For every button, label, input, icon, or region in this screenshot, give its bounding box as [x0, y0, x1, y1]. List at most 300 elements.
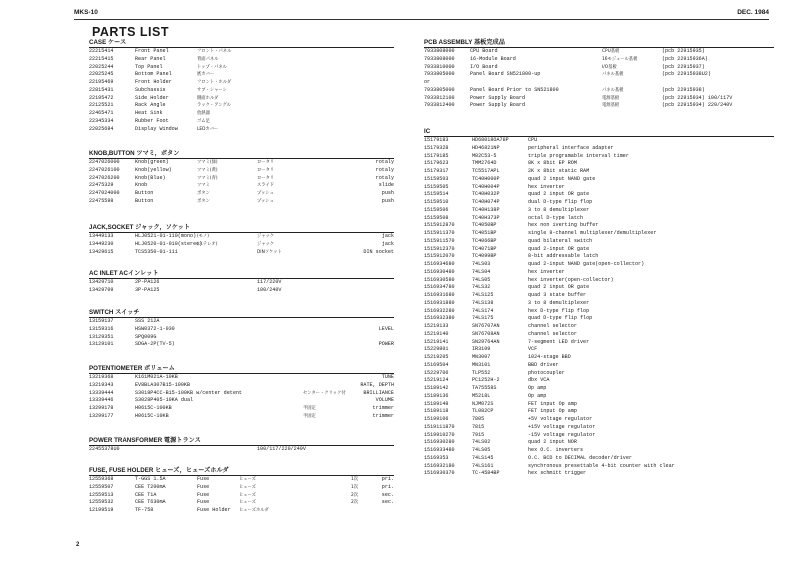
ic-row	[424, 222, 774, 230]
ic-desc: dbx VCA	[528, 377, 550, 384]
knob-no: 2247026200	[89, 174, 120, 181]
ic-desc: quad 2 input OR gate	[528, 191, 590, 198]
pcb-desc: (pcb 22915938U2)	[662, 71, 711, 78]
fuse-no: 12559368	[89, 476, 114, 482]
fuse-name: T-GGS 1.5A	[135, 476, 166, 482]
ic-no: 15199106	[424, 416, 449, 422]
knob-no: 22475329	[89, 182, 114, 189]
jack-jp: (モノ)	[197, 234, 209, 239]
case-row	[89, 48, 394, 56]
ic-no: 1516930370	[424, 470, 455, 477]
fuse-no: 12559507	[89, 483, 114, 490]
pcb-row	[424, 48, 774, 56]
case-jp: ラック・アングル	[197, 103, 231, 109]
switch-name: HSW0372-1-030	[135, 325, 175, 332]
section-title: FUSE, FUSE HOLDER ヒューズ，ヒューズホルダ	[89, 467, 394, 476]
ic-name: 74LS02	[472, 439, 491, 446]
ic-name: 7915	[472, 431, 485, 438]
ic-name: TL082CP	[472, 408, 494, 415]
ic-name: TC-4584BP	[472, 470, 500, 477]
ic-desc: 3 to 8 demultiplexer	[528, 206, 590, 213]
ic-row	[424, 346, 774, 354]
case-name: Subchassis	[135, 86, 166, 93]
switch-desc: POWER	[378, 341, 394, 348]
ic-desc: hex O.C. inverters	[528, 447, 584, 453]
ic-row	[424, 184, 774, 192]
pcb-name: Panel Board Prior to SN521800	[470, 86, 559, 93]
ic-no: 1519910270	[424, 431, 455, 438]
ic-row	[424, 401, 774, 409]
case-no: 22465471	[89, 110, 114, 116]
ic-name: IR3109	[472, 346, 491, 353]
ic-name: TC40H074P	[472, 199, 500, 205]
fuse-name: CEE T630mA	[135, 499, 166, 506]
jack-row	[89, 233, 394, 241]
section-title: SWITCH スイッチ	[89, 309, 394, 318]
ic-row	[424, 323, 774, 331]
pcb-no: 7933812400	[424, 102, 455, 109]
pcb-row	[424, 102, 774, 110]
pot-no: 13339446	[89, 397, 114, 404]
ic-row	[424, 261, 774, 269]
knob-jp: ツマミ(緑)	[197, 160, 218, 165]
ic-row	[424, 137, 774, 145]
switch-name: SSS 212A	[135, 318, 160, 324]
ic-row	[424, 455, 774, 463]
knob-desc: push	[381, 197, 394, 204]
ic-no: 15159506	[424, 206, 449, 213]
switch-row	[89, 334, 394, 342]
ic-desc: Op amp	[528, 392, 547, 399]
ic-no: 15219205	[424, 354, 449, 360]
knob-row	[89, 190, 394, 198]
case-no: 22125521	[89, 102, 114, 109]
fuse-jp2: 1次	[351, 477, 359, 482]
pcb-name: Panel Board SN521800-up	[470, 71, 541, 78]
ic-no: 1516931880	[424, 299, 455, 306]
pot-desc: BRILLIANCE	[363, 389, 394, 396]
knob-desc: rotaly	[375, 166, 394, 173]
ic-row	[424, 145, 774, 153]
case-no: 22025245	[89, 71, 114, 78]
jack-no: 13429615	[89, 248, 114, 255]
ic-row	[424, 432, 774, 440]
ic-name: TC4071BP	[472, 245, 497, 252]
pot-no: 13339444	[89, 389, 114, 396]
knob-row	[89, 198, 394, 206]
ic-name: TC5517APL	[472, 168, 500, 174]
case-jp: フロント・パネル	[197, 49, 232, 54]
pcb-row	[424, 64, 774, 72]
ic-desc: quad bilateral switch	[528, 237, 593, 244]
ic-no: 15229801	[424, 346, 449, 353]
ic-row	[424, 393, 774, 401]
ic-row	[424, 416, 774, 424]
pot-row	[89, 390, 394, 398]
pcb-name: Power Supply Board	[470, 94, 526, 101]
ic-no: 15219124	[424, 377, 449, 384]
ic-no: 1516934780	[424, 284, 455, 291]
knob-desc: slide	[378, 182, 394, 189]
ic-desc: hex inverter(open-collector)	[528, 276, 614, 283]
ic-name: TC40H373P	[472, 214, 500, 221]
ic-name: TC4050BP	[472, 222, 497, 229]
switch-desc: LEVEL	[378, 325, 394, 332]
ic-no: 1516933480	[424, 447, 455, 453]
ic-row	[424, 370, 774, 378]
case-row	[89, 95, 394, 103]
acinlet-row	[89, 287, 394, 295]
ic-row	[424, 424, 774, 432]
pcb-desc: (pcb 22915937)	[662, 63, 705, 70]
ic-row	[424, 463, 774, 471]
ic-no: 1515911370	[424, 230, 455, 236]
pcb-row	[424, 56, 774, 64]
ic-name: TC4051BP	[472, 230, 497, 236]
ic-no: 15159505	[424, 183, 449, 190]
switch-no: 13129101	[89, 341, 114, 348]
knob-jp: ツマミ(黄)	[197, 167, 218, 173]
case-name: Top Panel	[135, 63, 163, 70]
ic-desc: FET input Op amp	[528, 408, 577, 415]
ic-row	[424, 439, 774, 447]
pcb-name: 16-Module Board	[470, 55, 516, 62]
case-name: Heat Sink	[135, 110, 163, 116]
ic-desc: Op amp	[528, 385, 547, 391]
knob-no: 2247026100	[89, 166, 120, 173]
ic-name: TC4066BP	[472, 237, 497, 244]
case-row	[89, 110, 394, 118]
pot-name: H0615C-100KB	[135, 405, 172, 411]
section-ic	[424, 128, 774, 478]
ic-desc: 7-segment LED driver	[528, 338, 590, 345]
acinlet-name: 2P-PA126	[135, 279, 160, 285]
acinlet-v: 100/240V	[257, 286, 282, 293]
ic-name: 74LS32	[472, 284, 491, 291]
ic-no: 1516932180	[424, 462, 455, 469]
jack-jp2: ジャック	[257, 241, 275, 247]
ic-name: 74LS174	[472, 307, 494, 314]
section-title: IC	[424, 128, 774, 137]
fuse-no: 12199519	[89, 507, 114, 513]
case-name: Rubber Foot	[135, 117, 169, 124]
ic-no: 15189142	[424, 385, 449, 391]
jack-jp: (ステレオ)	[197, 241, 218, 247]
pcb-row	[424, 79, 774, 87]
ic-desc: 1024-stage BBD	[528, 354, 571, 360]
acinlet-no: 13429710	[89, 279, 114, 285]
ic-name: TLP552	[472, 369, 491, 376]
ic-name: TC4099BP	[472, 253, 497, 260]
pot-name: H0615C-10KB	[135, 412, 169, 419]
case-name: Display Window	[135, 125, 178, 132]
switch-name: SPQ009G	[135, 333, 157, 340]
pcb-no: 7933805000	[424, 86, 455, 93]
case-no: 22025244	[89, 63, 114, 70]
pot-row	[89, 374, 394, 382]
pot-desc: TUNE	[381, 374, 394, 380]
pcb-jp: パネル基板	[602, 72, 624, 78]
ic-desc: quad D-type flip flop	[528, 315, 593, 322]
ic-no: 15179623	[424, 160, 449, 167]
fuse-desc: pri.	[381, 483, 394, 490]
ic-desc: CPU	[528, 137, 538, 143]
ic-desc: +5V voltage regulator	[528, 416, 593, 422]
section-power-transformer	[89, 437, 394, 454]
jack-jp2: ジャック	[257, 234, 275, 239]
case-name: Rear Panel	[135, 55, 166, 62]
pcb-no: 7933810000	[424, 63, 455, 70]
document-date: DEC. 1984	[737, 9, 769, 16]
trans-v: 100/117/220/240V	[257, 446, 306, 452]
ic-desc: quad 2-input OR gate	[528, 245, 590, 252]
ic-desc: hex schmitt trigger	[528, 470, 587, 477]
fuse-name: TF-758	[135, 507, 154, 513]
acinlet-row	[89, 279, 394, 287]
pcb-jp: I/O基板	[602, 64, 617, 70]
ic-no: 1516930480	[424, 268, 455, 275]
case-no: 22345334	[89, 117, 114, 124]
ic-name: NJM072S	[472, 400, 494, 407]
ic-no: 15179317	[424, 168, 449, 174]
ic-row	[424, 308, 774, 316]
case-name: Side Holder	[135, 94, 169, 101]
case-jp: 側面ホルダ	[197, 95, 219, 101]
document-model: MKS-10	[74, 9, 98, 16]
fuse-jp2: 1次	[351, 484, 359, 490]
case-name: Front Panel	[135, 48, 169, 54]
knob-desc: rotaly	[375, 174, 394, 181]
ic-name: SN76708AN	[472, 330, 500, 337]
fuse-jp: ヒューズ	[239, 500, 256, 506]
knob-jp2: スライド	[257, 183, 275, 189]
ic-desc: 3 to 8 demultiplexer	[528, 299, 590, 306]
ic-no: 15159514	[424, 191, 449, 198]
jack-jp2: DINソケット	[257, 249, 282, 255]
pot-jp2: センター・クリック付	[303, 390, 346, 396]
section-knob	[89, 150, 394, 206]
ic-row	[424, 160, 774, 168]
fuse-jp: ヒューズ	[239, 492, 256, 498]
ic-row	[424, 253, 774, 261]
section-title: KNOB,BUTTON ツマミ，ボタン	[89, 150, 394, 159]
ic-row	[424, 377, 774, 385]
case-row	[89, 87, 394, 95]
ic-desc: single 8-channel multiplexer/demultiplexer	[528, 230, 657, 236]
pcb-row	[424, 87, 774, 95]
ic-desc: 8K x 8bit EP ROM	[528, 160, 577, 167]
pot-name: K161M021A-10KB	[135, 374, 178, 380]
ic-name: M82C53-5	[472, 152, 497, 159]
ic-desc: VCF	[528, 346, 538, 353]
fuse-type: Fuse	[197, 491, 210, 498]
knob-row	[89, 159, 394, 167]
ic-desc: hex non iverting buffer	[528, 222, 599, 229]
ic-name: 74LS145	[472, 454, 494, 461]
ic-name: MN3101	[472, 361, 491, 368]
case-no: 22215415	[89, 55, 114, 62]
pot-no: 13299178	[89, 405, 114, 411]
ic-desc: 2K x 8bit static RAM	[528, 168, 590, 174]
page-title: PARTS LIST	[92, 25, 169, 39]
pot-row	[89, 405, 394, 413]
fuse-desc: sec.	[381, 499, 394, 506]
jack-desc: jack	[381, 240, 394, 247]
ic-name: HD46821NP	[472, 144, 500, 151]
switch-no: 13129351	[89, 333, 114, 340]
ic-desc: quad 2 input OR gate	[528, 284, 590, 291]
ic-row	[424, 269, 774, 277]
ic-no: 1515911570	[424, 237, 455, 244]
case-jp: 背面パネル	[197, 56, 219, 62]
header-divider	[74, 19, 769, 20]
ic-no: 1516930280	[424, 439, 455, 446]
jack-no: 13449230	[89, 240, 114, 247]
ic-desc: photocoupler	[528, 369, 565, 376]
switch-row	[89, 326, 394, 334]
acinlet-v: 117/220V	[257, 279, 282, 285]
pcb-desc: (pcb 22915934) 220/240V	[662, 102, 733, 109]
ic-no: 1516932380	[424, 315, 455, 322]
ic-no: 15229706	[424, 369, 449, 376]
ic-desc: channel selector	[528, 330, 577, 337]
ic-name: PC1252H-2	[472, 377, 500, 384]
knob-jp2: プッシュ	[257, 198, 274, 204]
pcb-desc: (pcb 22915936A)	[662, 55, 708, 62]
switch-row	[89, 341, 394, 349]
jack-no: 13449133	[89, 233, 114, 239]
acinlet-no: 13429709	[89, 286, 114, 293]
ic-name: 74LS138	[472, 299, 494, 306]
ic-row	[424, 331, 774, 339]
ic-desc: hex inverter	[528, 183, 565, 190]
knob-no: 2247024000	[89, 190, 120, 196]
ic-row	[424, 246, 774, 254]
case-no: 22025684	[89, 125, 114, 132]
ic-row	[424, 199, 774, 207]
knob-jp2: ロータリ	[257, 175, 275, 181]
pot-name: EV8BLA307B15-100KB	[135, 381, 191, 388]
ic-row	[424, 300, 774, 308]
knob-name: Knob(yellow)	[135, 166, 172, 173]
ic-row	[424, 176, 774, 184]
ic-row	[424, 362, 774, 370]
fuse-type: Fuse Holder	[197, 507, 231, 513]
ic-no: 15179185	[424, 152, 449, 159]
knob-row	[89, 182, 394, 190]
ic-name: 7805	[472, 416, 485, 422]
pcb-row	[424, 95, 774, 103]
pcb-name: CPU Board	[470, 48, 498, 54]
pot-jp2: 半固定	[303, 413, 316, 419]
ic-desc: +15V voltage regulator	[528, 423, 596, 430]
knob-jp2: ロータリ	[257, 167, 275, 173]
ic-no: 15189118	[424, 408, 449, 415]
ic-name: SN29764AN	[472, 338, 500, 345]
ic-name: M5218L	[472, 392, 491, 399]
pot-no: 13219343	[89, 381, 114, 388]
case-jp: LEDカバー	[197, 126, 219, 132]
pcb-name: Power Supply Board	[470, 102, 526, 109]
fuse-jp: ヒューズ	[239, 484, 256, 490]
knob-desc: rotaly	[375, 159, 394, 165]
ic-row	[424, 230, 774, 238]
knob-no: 22475598	[89, 197, 114, 204]
fuse-type: Fuse	[197, 499, 210, 506]
case-no: 22195472	[89, 94, 114, 101]
ic-no: 1519111870	[424, 423, 455, 430]
pcb-jp: 電源基板	[602, 95, 620, 101]
ic-no: 15179183	[424, 137, 449, 143]
ic-desc: O.C. BCD to DECIMAL decoder/driver	[528, 454, 632, 461]
fuse-jp2: 2次	[351, 492, 359, 498]
jack-row	[89, 249, 394, 257]
knob-row	[89, 167, 394, 175]
case-jp: 底カバー	[197, 72, 215, 78]
ic-no: 15219133	[424, 323, 449, 329]
pcb-name: I/O Board	[470, 63, 498, 70]
ic-row	[424, 238, 774, 246]
case-jp: サブ・シャーシ	[197, 87, 227, 93]
ic-row	[424, 447, 774, 455]
fuse-desc: sec.	[381, 491, 394, 498]
pcb-desc: (pcb 22915934) 100/117V	[662, 94, 733, 101]
section-title: PCB ASSEMBLY 基板完成品	[424, 39, 774, 48]
section-title: AC INLET ACインレット	[89, 270, 394, 279]
case-row	[89, 126, 394, 134]
ic-no: 15169353	[424, 454, 449, 461]
ic-desc: quad 2-input NAND gate(open-collector)	[528, 261, 645, 267]
case-row	[89, 118, 394, 126]
section-title: JACK,SOCKET ジャック，ソケット	[89, 224, 394, 233]
ic-name: 74LS04	[472, 268, 491, 275]
case-name: Rack Angle	[135, 102, 166, 109]
pcb-no: 7933805000	[424, 71, 455, 78]
case-row	[89, 79, 394, 87]
fuse-jp: ヒューズホルダ	[239, 508, 269, 513]
knob-jp: ツマミ	[197, 183, 210, 189]
ic-no: 1515912070	[424, 253, 455, 260]
case-name: Bottom Panel	[135, 71, 172, 78]
pcb-desc: (pcb 22915935)	[662, 48, 705, 54]
pcb-no: 7933808000	[424, 55, 455, 62]
ic-name: SN76707AN	[472, 323, 500, 329]
ic-desc: quad 3 state buffer	[528, 292, 587, 298]
switch-row	[89, 318, 394, 326]
ic-name: 7815	[472, 423, 485, 430]
knob-row	[89, 175, 394, 183]
fuse-row	[89, 499, 394, 507]
pcb-row	[424, 71, 774, 79]
ic-desc: quad 2 input NOR	[528, 439, 577, 446]
ic-no: 15219141	[424, 338, 449, 345]
jack-name: TCS5350-01-111	[135, 248, 178, 255]
section-title: POTENTIOMETER ボリューム	[89, 365, 394, 374]
fuse-type: Fuse	[197, 476, 210, 482]
ic-desc: triple programable interval timer	[528, 152, 629, 159]
ic-row	[424, 408, 774, 416]
jack-name: HLJ0520-01-010(stereo)	[135, 240, 203, 247]
knob-jp: ボタン	[197, 198, 210, 204]
pot-desc: RATE, DEPTH	[360, 381, 394, 388]
ic-row	[424, 207, 774, 215]
section-title: POWER TRANSFORMER 電源トランス	[89, 437, 394, 446]
fuse-type: Fuse	[197, 483, 210, 490]
fuse-jp: ヒューズ	[239, 477, 256, 482]
ic-row	[424, 191, 774, 199]
ic-row	[424, 215, 774, 223]
ic-row	[424, 153, 774, 161]
